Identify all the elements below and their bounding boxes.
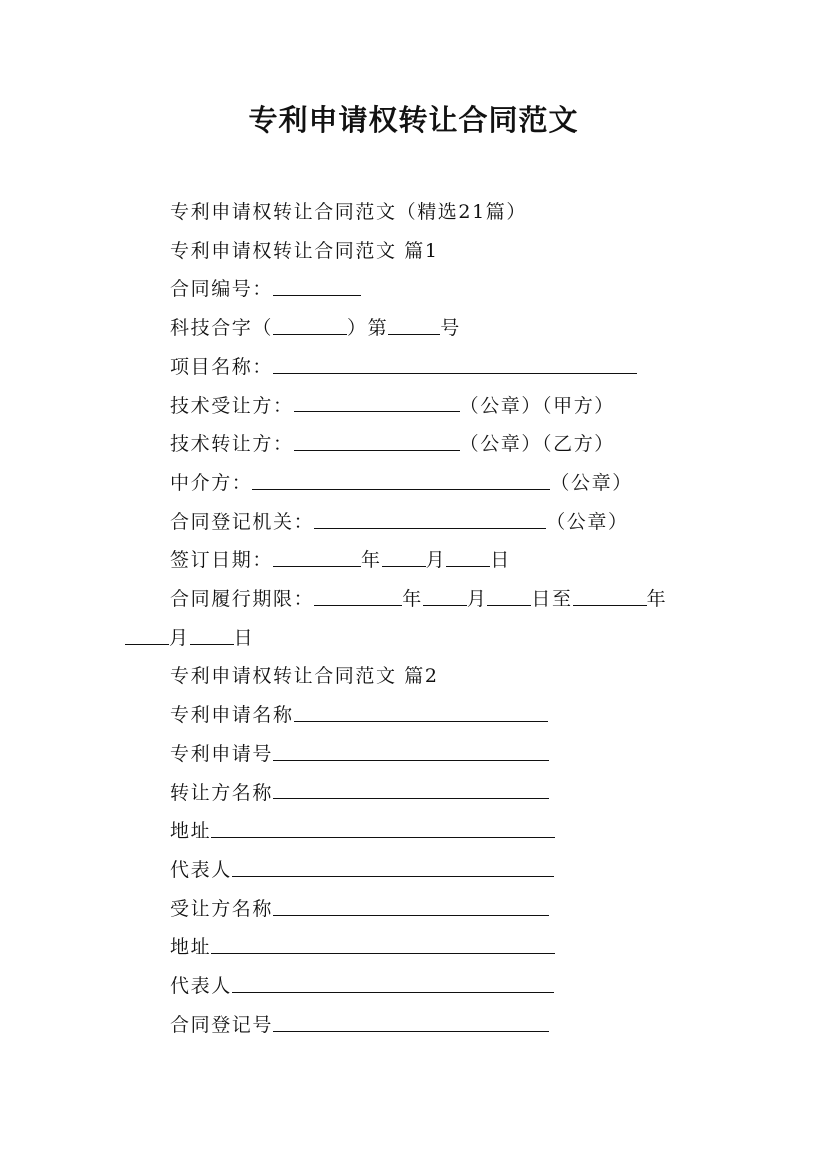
transferee-address-line bbox=[125, 928, 725, 967]
transferee-suffix: （公章）（甲方） bbox=[459, 394, 615, 417]
term-line bbox=[125, 580, 725, 619]
tech-contract-suffix: 号 bbox=[440, 317, 461, 340]
intermediary-blank bbox=[252, 470, 550, 490]
transferor-line bbox=[125, 425, 725, 464]
sign-year-blank bbox=[273, 547, 361, 567]
patent-application-name-label: 专利申请名称 bbox=[170, 704, 294, 727]
transferor-address-line bbox=[125, 812, 725, 851]
transferor-representative-line bbox=[125, 851, 725, 890]
transferee-name-blank bbox=[273, 896, 549, 916]
registration-number-line bbox=[125, 1006, 725, 1045]
contract-number-blank bbox=[273, 276, 361, 296]
term-to-text: 日至 bbox=[531, 588, 573, 611]
transferee-address-label: 地址 bbox=[170, 936, 212, 959]
term-end-day-blank bbox=[190, 625, 234, 645]
term-start-year-blank bbox=[314, 586, 402, 606]
registry-suffix: （公章） bbox=[546, 510, 629, 533]
intermediary-line bbox=[125, 464, 725, 503]
term-start-month-unit: 月 bbox=[466, 588, 488, 611]
contract-number-line bbox=[125, 270, 725, 309]
transferee-representative-blank bbox=[232, 973, 554, 993]
transferee-name-line bbox=[125, 890, 725, 929]
transferee-representative-label: 代表人 bbox=[170, 975, 232, 998]
patent-application-name-line bbox=[125, 696, 725, 735]
document-body bbox=[125, 193, 725, 1044]
patent-application-number-blank bbox=[273, 741, 549, 761]
sign-date-line bbox=[125, 541, 725, 580]
document-subtitle: 专利申请权转让合同范文（精选21篇） bbox=[170, 201, 527, 223]
transferor-blank bbox=[294, 431, 460, 451]
term-end-year-blank bbox=[573, 586, 647, 606]
transferor-representative-blank bbox=[232, 857, 554, 877]
term-end-day-unit: 日 bbox=[233, 626, 255, 649]
tech-contract-blank bbox=[273, 315, 347, 335]
registry-blank bbox=[314, 509, 546, 529]
registration-number-label: 合同登记号 bbox=[170, 1013, 274, 1036]
term-start-day-blank bbox=[487, 586, 531, 606]
registry-label: 合同登记机关： bbox=[170, 510, 315, 533]
term-continuation-line bbox=[125, 619, 725, 658]
patent-application-name-blank bbox=[294, 702, 548, 722]
patent-application-number-line bbox=[125, 735, 725, 774]
transferee-label: 技术受让方： bbox=[170, 394, 294, 417]
document-title: 专利申请权转让合同范文 bbox=[248, 103, 579, 137]
part2-heading: 专利申请权转让合同范文 篇2 bbox=[170, 665, 439, 688]
sign-month-blank bbox=[382, 547, 426, 567]
registration-number-blank bbox=[273, 1012, 549, 1032]
part1-heading: 专利申请权转让合同范文 篇1 bbox=[170, 239, 439, 262]
term-end-month-blank bbox=[125, 625, 169, 645]
sign-day-unit: 日 bbox=[490, 549, 511, 572]
transferor-name-label: 转让方名称 bbox=[170, 781, 274, 804]
intermediary-label: 中介方： bbox=[170, 471, 253, 494]
transferee-line bbox=[125, 387, 725, 426]
term-start-year-unit: 年 bbox=[402, 588, 423, 611]
term-start-month-blank bbox=[423, 586, 467, 606]
transferee-blank bbox=[294, 392, 460, 412]
transferor-representative-label: 代表人 bbox=[170, 858, 232, 881]
tech-contract-number-blank bbox=[388, 315, 440, 335]
transferee-address-blank bbox=[211, 934, 555, 954]
sign-month-unit: 月 bbox=[425, 549, 447, 572]
patent-application-number-label: 专利申请号 bbox=[170, 742, 274, 765]
intermediary-suffix: （公章） bbox=[550, 471, 633, 494]
transferor-address-label: 地址 bbox=[170, 820, 212, 843]
sign-date-label: 签订日期： bbox=[170, 549, 274, 572]
term-label: 合同履行期限： bbox=[170, 588, 315, 611]
tech-contract-line bbox=[125, 309, 725, 348]
transferor-suffix: （公章）（乙方） bbox=[459, 433, 615, 456]
transferee-representative-line bbox=[125, 967, 725, 1006]
transferor-name-line bbox=[125, 774, 725, 813]
tech-contract-prefix: 科技合字（ bbox=[170, 317, 274, 340]
contract-number-label: 合同编号： bbox=[170, 278, 274, 301]
transferor-name-blank bbox=[273, 779, 549, 799]
transferee-name-label: 受让方名称 bbox=[170, 897, 274, 920]
term-end-month-unit: 月 bbox=[169, 626, 190, 649]
term-end-year-unit: 年 bbox=[646, 588, 668, 611]
transferor-label: 技术转让方： bbox=[170, 433, 294, 456]
project-name-blank bbox=[273, 354, 637, 374]
transferor-address-blank bbox=[211, 818, 555, 838]
registry-line bbox=[125, 503, 725, 542]
project-name-line bbox=[125, 348, 725, 387]
sign-year-unit: 年 bbox=[361, 549, 382, 572]
sign-day-blank bbox=[446, 547, 490, 567]
project-name-label: 项目名称： bbox=[170, 355, 274, 378]
tech-contract-mid: ）第 bbox=[347, 317, 389, 340]
